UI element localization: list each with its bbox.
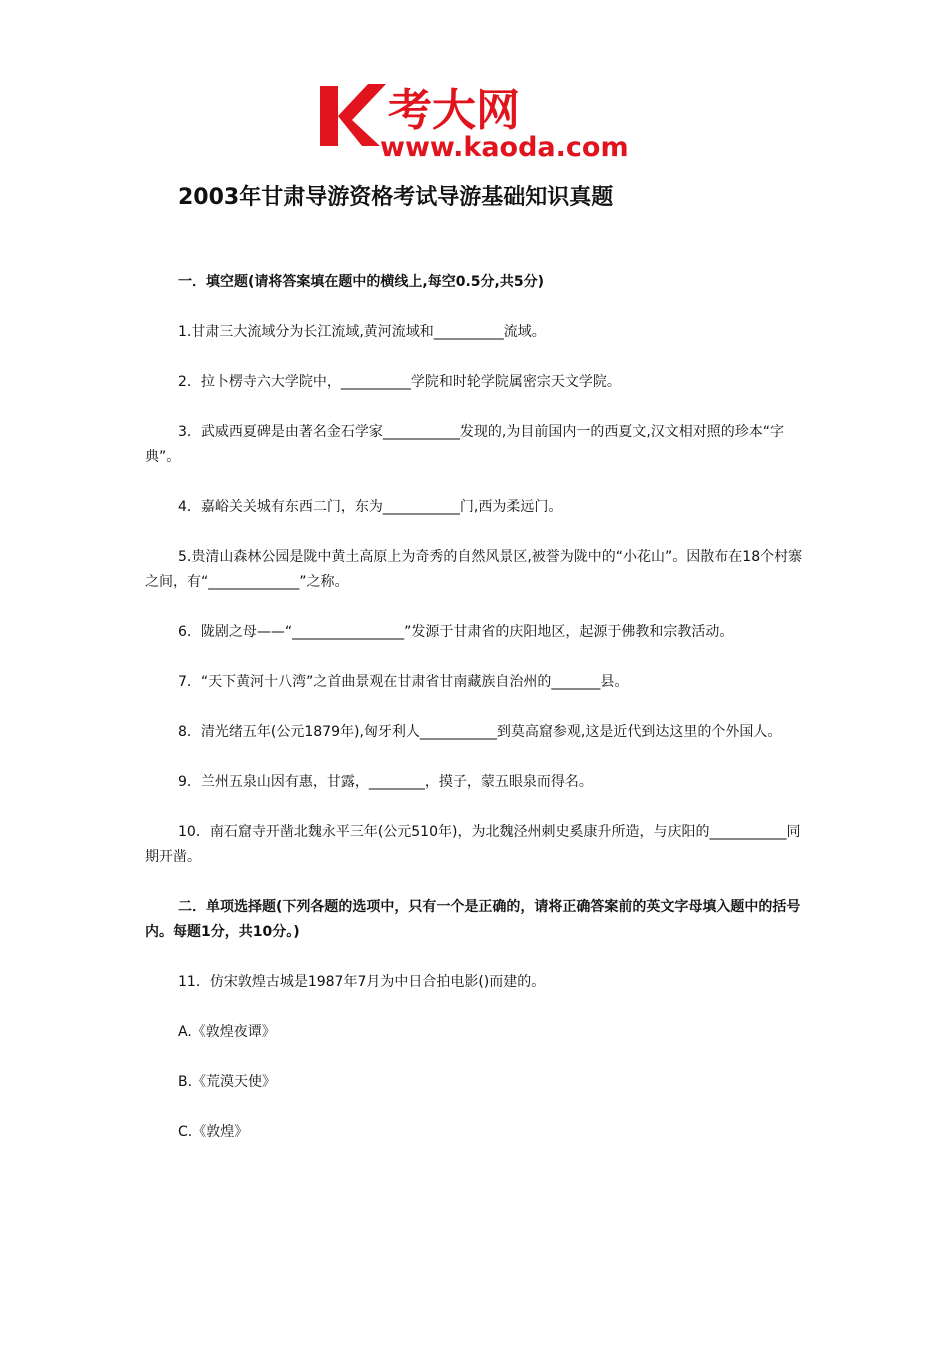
question-5: 5.贵清山森林公园是陇中黄土高原上为奇秀的自然风景区,被誉为陇中的“小花山”。因散布在18个村寨之间，有“_____________”之称。 (145, 549, 803, 590)
question-10: 10．南石窟寺开凿北魏永平三年(公元510年)，为北魏泾州刺史奚康升所造，与庆阳的___________同期开凿。 (145, 824, 801, 865)
question-1: 1.甘肃三大流域分为长江流域,黄河流域和__________流域。 (178, 324, 546, 340)
document-body (145, 270, 807, 1170)
option-c: C.《敦煌》 (178, 1124, 249, 1140)
section1-heading: 一．填空题(请将答案填在题中的横线上,每空0.5分,共5分) (178, 274, 544, 290)
kaoda-logo (318, 80, 638, 160)
logo-k-mark (320, 84, 386, 146)
question-11: 11．仿宋敦煌古城是1987年7月为中日合拍电影()而建的。 (178, 974, 546, 990)
logo-site-url: www.kaoda.com (380, 132, 629, 160)
question-3: 3．武威西夏碑是由著名金石学家___________发现的,为目前国内一的西夏文,汉文相对照的珍本“字典”。 (145, 424, 785, 465)
question-9: 9．兰州五泉山因有惠，甘露，________，摸子，蒙五眼泉而得名。 (178, 774, 593, 790)
logo-brand-cn: 考大网 (388, 85, 520, 136)
section2-heading: 二．单项选择题(下列各题的选项中，只有一个是正确的，请将正确答案前的英文字母填入题中的括号内。每题1分，共10分。) (145, 899, 801, 940)
option-a: A.《敦煌夜谭》 (178, 1024, 276, 1040)
question-2: 2．拉卜楞寺六大学院中，__________学院和时轮学院属密宗天文学院。 (178, 374, 621, 390)
question-7: 7．“天下黄河十八湾”之首曲景观在甘肃省甘南藏族自治州的_______县。 (178, 674, 629, 690)
option-b: B.《荒漠天使》 (178, 1074, 277, 1090)
question-6: 6．陇剧之母——“________________”发源于甘肃省的庆阳地区，起源于佛教和宗教活动。 (178, 624, 734, 640)
question-4: 4．嘉峪关关城有东西二门，东为___________门,西为柔远门。 (178, 499, 563, 515)
page-title: 2003年甘肃导游资格考试导游基础知识真题 (178, 185, 614, 210)
question-8: 8．清光绪五年(公元1879年),匈牙利人___________到莫高窟参观,这是近代到达这里的个外国人。 (178, 724, 782, 740)
